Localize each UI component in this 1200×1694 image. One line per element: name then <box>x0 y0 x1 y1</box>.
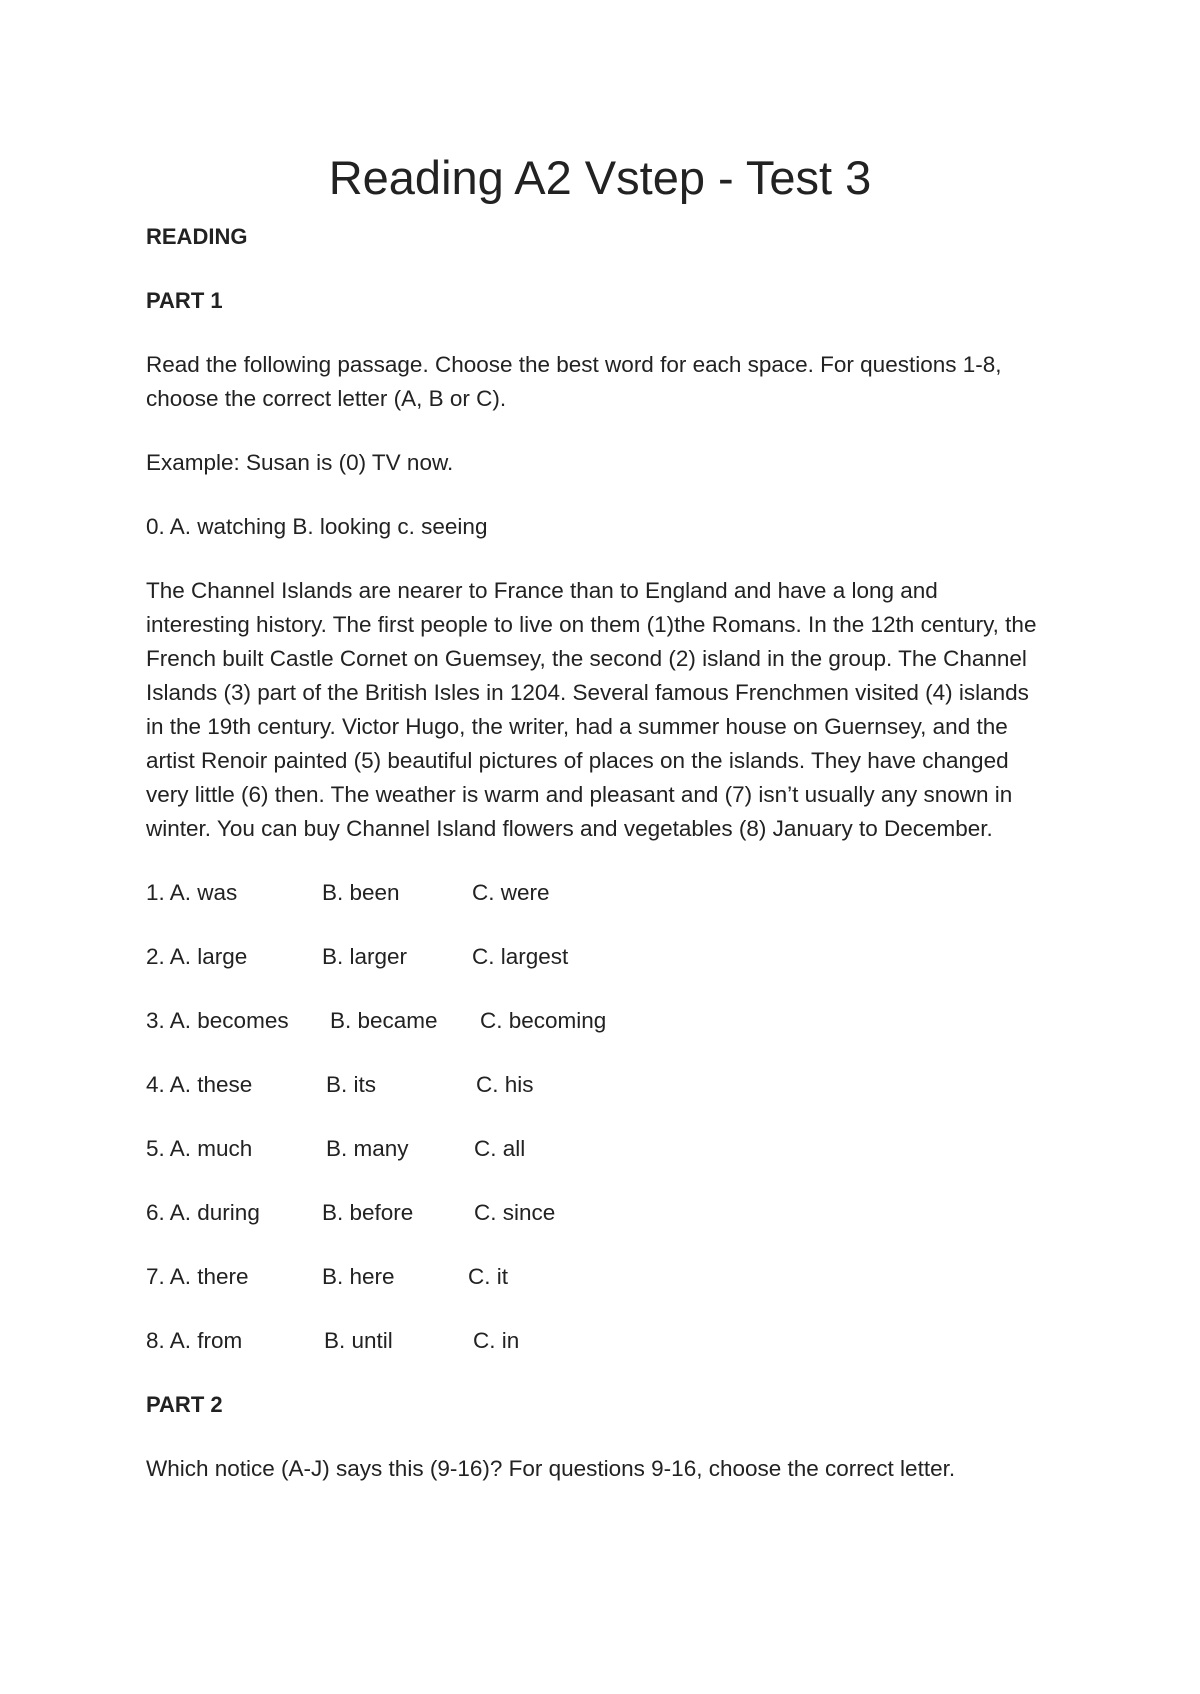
question-row <box>146 1004 1046 1038</box>
option-b: B. became <box>330 1008 438 1033</box>
question-row <box>146 1260 1046 1294</box>
option-a: 3. A. becomes <box>146 1008 289 1033</box>
option-b: B. been <box>322 880 400 905</box>
question-row <box>146 1132 1046 1166</box>
option-b: B. here <box>322 1264 395 1289</box>
option-c: C. all <box>474 1136 526 1161</box>
option-b: B. its <box>326 1072 377 1097</box>
part1-instructions: Read the following passage. Choose the best word for each space. For questions 1-8, choose the correct letter (A, B or C). <box>146 352 1002 411</box>
option-a: 2. A. large <box>146 944 248 969</box>
question-row <box>146 940 1046 974</box>
document-title: Reading A2 Vstep - Test 3 <box>328 151 872 204</box>
option-a: 1. A. was <box>146 880 238 905</box>
option-c: C. becoming <box>480 1008 607 1033</box>
option-c: C. since <box>474 1200 556 1225</box>
option-b: B. until <box>324 1328 393 1353</box>
option-c: C. his <box>476 1072 534 1097</box>
document-content <box>146 220 1046 1516</box>
example-sentence: Example: Susan is (0) TV now. <box>146 450 454 475</box>
part1-heading: PART 1 <box>146 288 223 313</box>
part2-instructions: Which notice (A-J) says this (9-16)? For questions 9-16, choose the correct letter. <box>146 1456 956 1481</box>
question-row <box>146 876 1046 910</box>
option-a: 7. A. there <box>146 1264 249 1289</box>
question-row <box>146 1324 1046 1358</box>
option-a: 4. A. these <box>146 1072 253 1097</box>
example-options: 0. A. watching B. looking c. seeing <box>146 514 488 539</box>
option-a: 8. A. from <box>146 1328 243 1353</box>
reading-passage: The Channel Islands are nearer to France than to England and have a long and interesting history. The first people to live on them (1)the Romans. In the 12th century, the French built Castle Cornet on Guemsey, the second (2) island in the group. The Channel Islands (3) part of the British Isles in 1204. Several famous Frenchmen visited (4) islands in the 19th century. Victor Hugo, the writer, had a summer house on Guernsey, and the artist Renoir painted (5) beautiful pictures of places on the islands. They have changed very little (6) then. The weather is warm and pleasant and (7) isn’t usually any snown in winter. You can buy Channel Island flowers and vegetables (8) January to December. <box>146 578 1037 841</box>
part2-heading: PART 2 <box>146 1392 223 1417</box>
question-row <box>146 1196 1046 1230</box>
option-c: C. largest <box>472 944 569 969</box>
option-c: C. it <box>468 1264 509 1289</box>
option-a: 6. A. during <box>146 1200 260 1225</box>
option-c: C. in <box>473 1328 520 1353</box>
option-a: 5. A. much <box>146 1136 253 1161</box>
section-heading: READING <box>146 224 248 249</box>
option-b: B. many <box>326 1136 409 1161</box>
option-b: B. before <box>322 1200 414 1225</box>
option-b: B. larger <box>322 944 408 969</box>
question-row <box>146 1068 1046 1102</box>
option-c: C. were <box>472 880 550 905</box>
